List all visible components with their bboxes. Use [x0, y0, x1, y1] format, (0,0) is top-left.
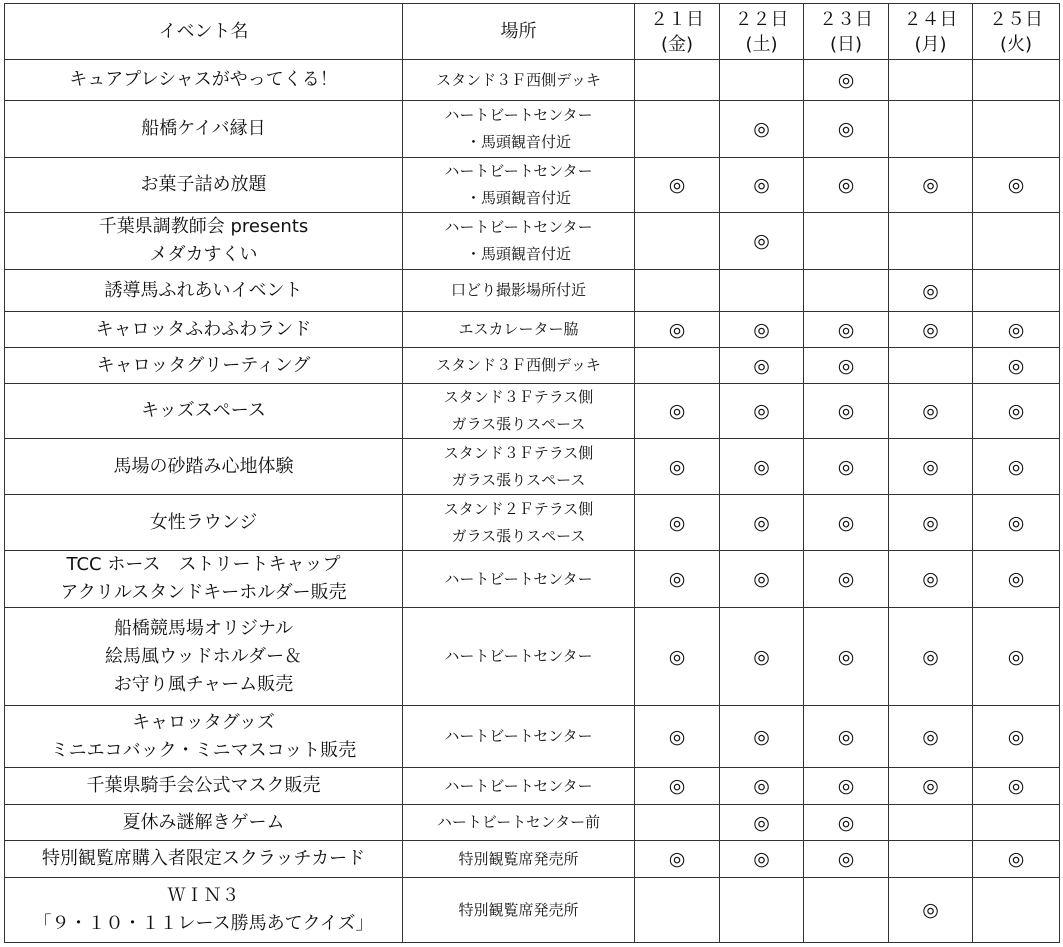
table-row: [5, 158, 1060, 213]
event-name-cell: [5, 101, 403, 158]
place-line: ハートビートセンター: [444, 106, 593, 124]
event-name-cell: [5, 805, 403, 841]
day-cell-empty: [635, 805, 720, 841]
double-circle-mark: ◎: [837, 400, 855, 422]
place-line: ハートビートセンター: [444, 647, 593, 665]
day-cell-marked: [973, 768, 1060, 805]
event-name-line: TCC ホース ストリートキャップ: [66, 554, 341, 575]
day-cell-marked: [635, 312, 720, 348]
day-cell-marked: [635, 384, 720, 439]
event-name-cell: [5, 213, 403, 270]
day-cell-marked: [635, 768, 720, 805]
day-cell-marked: [889, 495, 973, 551]
place-cell: [403, 213, 635, 270]
place-cell: [403, 101, 635, 158]
place-line: ハートビートセンター: [444, 727, 593, 745]
day-header-21: [635, 4, 720, 60]
day-cell-empty: [720, 270, 804, 312]
day-cell-marked: [804, 348, 889, 384]
double-circle-mark: ◎: [753, 118, 770, 140]
double-circle-mark: ◎: [1007, 725, 1025, 748]
day-date: ２５日: [989, 8, 1043, 30]
place-line: ハートビートセンター: [444, 218, 593, 236]
double-circle-mark: ◎: [837, 811, 855, 834]
event-name-line: 船橋競馬場オリジナル: [113, 617, 294, 639]
double-circle-mark: ◎: [668, 725, 686, 748]
place-line: エスカレーター脇: [458, 320, 579, 338]
table-row: [5, 348, 1060, 384]
day-cell-marked: [635, 551, 720, 608]
place-line: 口どり撮影場所付近: [450, 281, 586, 299]
day-cell-marked: [804, 841, 889, 878]
event-name-cell: [5, 270, 403, 312]
schedule-body: [5, 60, 1060, 943]
place-cell: [403, 60, 635, 101]
event-name-line: お守り風チャーム販売: [113, 673, 294, 695]
table-row: [5, 551, 1060, 608]
day-cell-marked: [889, 312, 973, 348]
double-circle-mark: ◎: [1007, 318, 1025, 341]
table-row: [5, 768, 1060, 805]
day-cell-marked: [804, 551, 889, 608]
double-circle-mark: ◎: [922, 174, 939, 196]
event-name-line: 千葉県騎手会公式マスク販売: [86, 775, 321, 796]
day-cell-marked: [973, 551, 1060, 608]
day-cell-marked: [889, 608, 973, 706]
double-circle-mark: ◎: [1007, 848, 1025, 870]
day-cell-marked: [720, 158, 804, 213]
double-circle-mark: ◎: [668, 400, 686, 422]
day-cell-marked: [635, 495, 720, 551]
double-circle-mark: ◎: [753, 645, 770, 668]
place-cell: [403, 768, 635, 805]
day-cell-empty: [973, 270, 1060, 312]
place-line: スタンド２Ｆテラス側: [443, 499, 594, 518]
day-cell-marked: [804, 101, 889, 158]
place-cell: [403, 878, 635, 943]
day-date: ２３日: [819, 8, 873, 30]
day-cell-empty: [973, 60, 1060, 101]
place-cell: [403, 270, 635, 312]
table-row: [5, 841, 1060, 878]
day-weekday: (金): [660, 33, 694, 55]
event-name-line: アクリルスタンドキーホルダー販売: [60, 582, 347, 603]
day-cell-empty: [635, 270, 720, 312]
event-name-cell: [5, 60, 403, 101]
table-row: [5, 312, 1060, 348]
double-circle-mark: ◎: [668, 645, 686, 668]
day-cell-marked: [720, 384, 804, 439]
place-header: 場所: [403, 4, 635, 60]
day-cell-empty: [804, 878, 889, 943]
event-name-cell: [5, 158, 403, 213]
event-name-line: 誘導馬ふれあいイベント: [104, 279, 303, 301]
day-cell-marked: [720, 608, 804, 706]
day-cell-marked: [720, 805, 804, 841]
day-cell-marked: [804, 768, 889, 805]
table-row: [5, 60, 1060, 101]
event-name-cell: [5, 312, 403, 348]
day-cell-marked: [973, 495, 1060, 551]
day-cell-empty: [635, 348, 720, 384]
day-weekday: (月): [914, 33, 947, 55]
double-circle-mark: ◎: [753, 230, 770, 252]
double-circle-mark: ◎: [922, 279, 939, 302]
day-weekday: (日): [829, 33, 863, 55]
place-cell: [403, 608, 635, 706]
double-circle-mark: ◎: [837, 174, 855, 196]
event-name-line: 絵馬風ウッドホルダー＆: [105, 645, 302, 667]
day-cell-marked: [973, 384, 1060, 439]
double-circle-mark: ◎: [668, 174, 686, 196]
place-cell: [403, 384, 635, 439]
event-name-cell: [5, 706, 403, 768]
place-cell: [403, 706, 635, 768]
event-name-cell: [5, 551, 403, 608]
table-row: [5, 101, 1060, 158]
day-date: ２１日: [650, 8, 704, 30]
event-name-cell: [5, 768, 403, 805]
event-name-cell: [5, 841, 403, 878]
day-cell-marked: [635, 158, 720, 213]
place-cell: [403, 495, 635, 551]
day-header-25: [973, 4, 1060, 60]
event-name-line: キャロッタふわふわランド: [95, 318, 312, 340]
event-name-cell: [5, 495, 403, 551]
event-schedule-table: [4, 3, 1060, 943]
day-cell-marked: [720, 213, 804, 270]
day-cell-empty: [973, 213, 1060, 270]
event-name-cell: [5, 878, 403, 943]
place-cell: [403, 841, 635, 878]
event-name-cell: [5, 608, 403, 706]
event-name-line: キュアプレシャスがやってくる！: [69, 69, 338, 90]
day-cell-marked: [635, 841, 720, 878]
day-cell-marked: [720, 439, 804, 495]
day-cell-empty: [973, 805, 1060, 841]
place-cell: [403, 805, 635, 841]
double-circle-mark: ◎: [837, 511, 855, 534]
day-cell-marked: [804, 384, 889, 439]
double-circle-mark: ◎: [753, 400, 770, 422]
double-circle-mark: ◎: [753, 775, 770, 797]
event-name-cell: [5, 384, 403, 439]
place-line: ハートビートセンター: [444, 776, 593, 795]
day-cell-marked: [804, 312, 889, 348]
double-circle-mark: ◎: [753, 848, 770, 870]
double-circle-mark: ◎: [922, 400, 939, 422]
place-line: スタンド３Ｆテラス側: [443, 443, 594, 462]
double-circle-mark: ◎: [753, 455, 770, 478]
event-name-line: ＷＩＮ３: [167, 885, 240, 906]
day-cell-marked: [973, 348, 1060, 384]
day-date: ２４日: [903, 8, 958, 30]
double-circle-mark: ◎: [753, 725, 770, 748]
day-cell-marked: [720, 101, 804, 158]
place-line: ハートビートセンター: [444, 162, 593, 180]
day-cell-marked: [889, 706, 973, 768]
table-row: [5, 495, 1060, 551]
event-name-cell: [5, 348, 403, 384]
double-circle-mark: ◎: [837, 848, 855, 870]
double-circle-mark: ◎: [837, 118, 855, 140]
double-circle-mark: ◎: [753, 318, 770, 341]
event-name-line: 特別観覧席購入者限定スクラッチカード: [41, 848, 366, 869]
double-circle-mark: ◎: [1007, 354, 1025, 377]
double-circle-mark: ◎: [922, 318, 939, 341]
place-line: スタンド３Ｆ西側デッキ: [436, 70, 601, 89]
place-cell: [403, 551, 635, 608]
double-circle-mark: ◎: [837, 354, 855, 377]
day-cell-marked: [973, 841, 1060, 878]
event-name-line: 船橋ケイバ縁日: [141, 118, 266, 139]
day-cell-empty: [889, 805, 973, 841]
double-circle-mark: ◎: [837, 645, 855, 668]
double-circle-mark: ◎: [922, 725, 939, 748]
day-cell-marked: [973, 608, 1060, 706]
table-row: [5, 213, 1060, 270]
double-circle-mark: ◎: [668, 775, 686, 797]
place-cell: [403, 312, 635, 348]
day-cell-marked: [973, 439, 1060, 495]
double-circle-mark: ◎: [1007, 568, 1025, 590]
place-line: ハートビートセンター: [444, 569, 593, 588]
double-circle-mark: ◎: [668, 568, 686, 590]
day-cell-empty: [635, 60, 720, 101]
double-circle-mark: ◎: [668, 318, 686, 341]
double-circle-mark: ◎: [668, 511, 686, 534]
double-circle-mark: ◎: [668, 455, 686, 478]
day-cell-marked: [973, 312, 1060, 348]
day-cell-marked: [889, 270, 973, 312]
place-line: ガラス張りスペース: [451, 470, 586, 489]
day-cell-marked: [889, 878, 973, 943]
event-name-line: お菓子詰め放題: [140, 174, 267, 195]
double-circle-mark: ◎: [753, 511, 770, 534]
day-cell-empty: [889, 348, 973, 384]
day-cell-marked: [635, 439, 720, 495]
double-circle-mark: ◎: [1007, 775, 1025, 797]
day-cell-marked: [804, 495, 889, 551]
header-row: [5, 4, 1060, 60]
day-cell-empty: [889, 60, 973, 101]
event-name-line: キッズスペース: [141, 400, 266, 421]
day-cell-marked: [720, 495, 804, 551]
day-cell-marked: [889, 158, 973, 213]
event-name-line: メダカすくい: [149, 244, 258, 265]
double-circle-mark: ◎: [922, 775, 939, 797]
day-cell-empty: [889, 841, 973, 878]
day-cell-empty: [973, 878, 1060, 943]
place-line: ・馬頭観音付近: [465, 133, 571, 151]
day-cell-marked: [804, 60, 889, 101]
event-name-header: イベント名: [5, 4, 403, 60]
double-circle-mark: ◎: [922, 645, 939, 668]
place-line: ・馬頭観音付近: [465, 189, 571, 207]
day-cell-marked: [720, 551, 804, 608]
place-line: ハートビートセンター前: [436, 813, 601, 831]
table-row: [5, 439, 1060, 495]
day-date: ２２日: [734, 8, 789, 30]
day-cell-empty: [635, 213, 720, 270]
day-header-23: [804, 4, 889, 60]
day-cell-marked: [720, 312, 804, 348]
day-weekday: (火): [999, 33, 1033, 55]
day-cell-marked: [720, 348, 804, 384]
event-name-cell: [5, 439, 403, 495]
double-circle-mark: ◎: [922, 899, 939, 921]
day-cell-empty: [720, 60, 804, 101]
table-row: [5, 706, 1060, 768]
day-cell-marked: [720, 841, 804, 878]
table-row: [5, 270, 1060, 312]
double-circle-mark: ◎: [837, 725, 855, 748]
double-circle-mark: ◎: [922, 568, 939, 590]
event-name-line: 千葉県調教師会 presents: [98, 216, 309, 237]
day-cell-empty: [889, 213, 973, 270]
place-line: ・馬頭観音付近: [465, 245, 571, 263]
event-name-line: キャロッタグリーティング: [96, 354, 311, 376]
day-cell-marked: [804, 608, 889, 706]
day-cell-empty: [720, 878, 804, 943]
day-cell-empty: [804, 270, 889, 312]
event-name-line: 女性ラウンジ: [149, 511, 258, 533]
day-cell-marked: [804, 158, 889, 213]
double-circle-mark: ◎: [668, 848, 686, 870]
table-row: [5, 608, 1060, 706]
day-cell-marked: [973, 706, 1060, 768]
place-line: 特別観覧席発売所: [458, 900, 579, 919]
double-circle-mark: ◎: [837, 455, 855, 478]
double-circle-mark: ◎: [922, 511, 939, 534]
double-circle-mark: ◎: [837, 775, 855, 797]
day-cell-empty: [635, 101, 720, 158]
place-line: ガラス張りスペース: [451, 415, 586, 433]
day-header-22: [720, 4, 804, 60]
day-cell-marked: [804, 439, 889, 495]
double-circle-mark: ◎: [837, 318, 855, 341]
event-name-line: 夏休み謎解きゲーム: [122, 811, 285, 833]
day-cell-marked: [635, 706, 720, 768]
double-circle-mark: ◎: [837, 568, 855, 590]
day-cell-marked: [973, 158, 1060, 213]
double-circle-mark: ◎: [753, 174, 770, 196]
place-line: スタンド３Ｆ西側デッキ: [436, 356, 601, 374]
day-cell-empty: [804, 213, 889, 270]
double-circle-mark: ◎: [837, 69, 855, 91]
double-circle-mark: ◎: [753, 568, 770, 590]
day-cell-marked: [720, 706, 804, 768]
day-cell-marked: [635, 608, 720, 706]
day-cell-marked: [804, 805, 889, 841]
double-circle-mark: ◎: [753, 811, 770, 834]
day-weekday: (土): [745, 33, 778, 55]
double-circle-mark: ◎: [1007, 400, 1025, 422]
day-cell-marked: [889, 551, 973, 608]
double-circle-mark: ◎: [1007, 174, 1025, 196]
table-row: [5, 805, 1060, 841]
double-circle-mark: ◎: [1007, 511, 1025, 534]
double-circle-mark: ◎: [1007, 645, 1025, 668]
day-cell-marked: [889, 439, 973, 495]
double-circle-mark: ◎: [922, 455, 939, 478]
place-cell: [403, 348, 635, 384]
day-cell-empty: [635, 878, 720, 943]
day-header-24: [889, 4, 973, 60]
day-cell-marked: [804, 706, 889, 768]
event-name-line: 馬場の砂踏み心地体験: [113, 455, 294, 477]
place-line: ガラス張りスペース: [451, 526, 586, 545]
day-cell-empty: [889, 101, 973, 158]
double-circle-mark: ◎: [753, 354, 770, 377]
table-row: [5, 384, 1060, 439]
place-cell: [403, 158, 635, 213]
event-name-line: ミニエコバック・ミニマスコット販売: [50, 739, 357, 761]
table-row: [5, 878, 1060, 943]
place-line: スタンド３Ｆテラス側: [443, 388, 594, 406]
double-circle-mark: ◎: [1007, 455, 1025, 478]
event-name-line: キャロッタグッズ: [132, 711, 275, 733]
place-cell: [403, 439, 635, 495]
place-line: 特別観覧席発売所: [458, 849, 579, 868]
day-cell-marked: [720, 768, 804, 805]
day-cell-marked: [889, 768, 973, 805]
event-name-line: 「９・１０・１１レース勝馬あてクイズ」: [33, 913, 374, 934]
day-cell-empty: [973, 101, 1060, 158]
day-cell-marked: [889, 384, 973, 439]
